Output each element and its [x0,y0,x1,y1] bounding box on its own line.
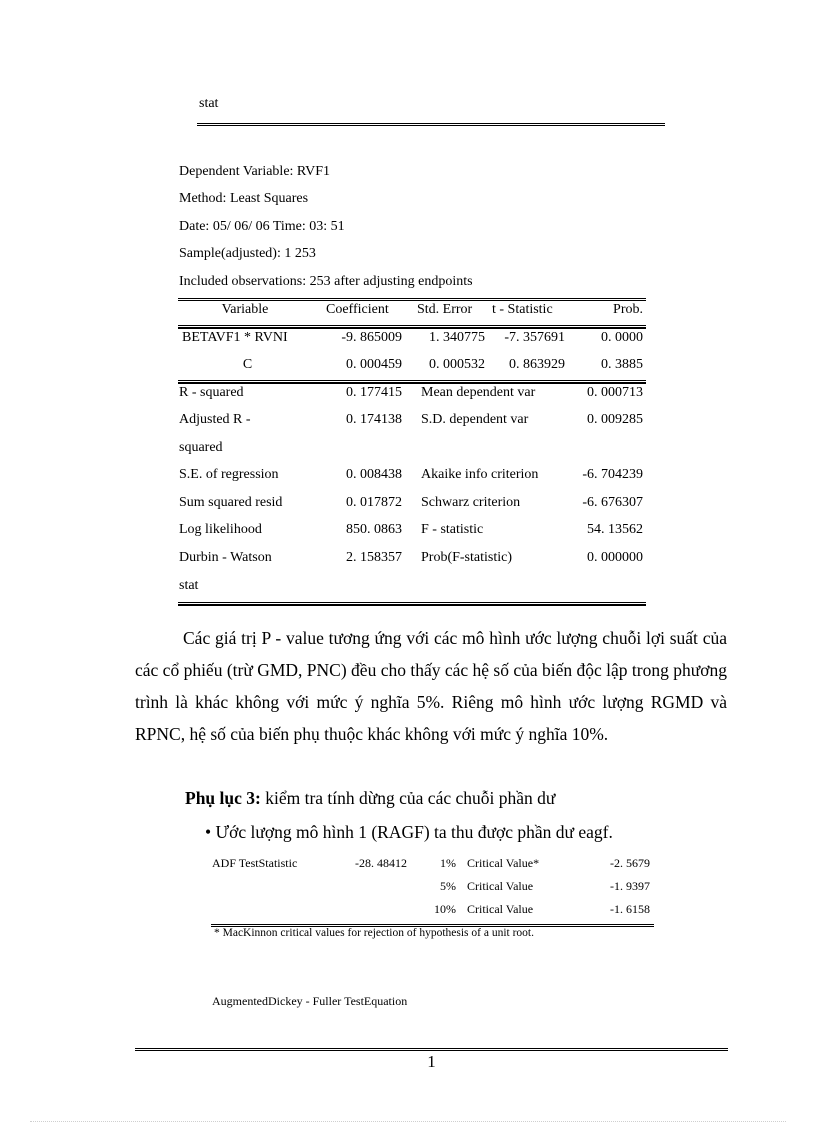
stat-value: 850. 0863 [346,522,402,537]
stat-label-2: Mean dependent var [421,385,536,400]
coef-value: 0. 000459 [346,357,402,372]
col-header-coefficient: Coefficient [326,302,389,317]
stat-label-2: Akaike info criterion [421,467,539,482]
regression-stats-rule [178,380,646,384]
equation-title: AugmentedDickey - Fuller TestEquation [212,994,408,1008]
stat-value: 0. 017872 [346,495,402,510]
stat-label: Log likelihood [179,522,262,537]
appendix-text: kiểm tra tính dừng của các chuỗi phần dư [260,788,556,808]
stat-value-2: 0. 000000 [587,550,643,565]
stat-label-2: F - statistic [421,522,484,537]
critical-pct: 1% [440,856,456,870]
regression-header-rule [178,325,646,329]
adf-value: -28. 48412 [355,856,407,870]
adf-footnote: * MacKinnon critical values for rejection of hypothesis of a unit root. [214,927,534,939]
coef-std-error: 0. 000532 [429,357,485,372]
page-number: 1 [427,1052,436,1071]
method-line: Method: Least Squares [179,191,309,206]
stat-label: R - squared [179,385,244,400]
critical-pct: 10% [434,902,456,916]
stat-value-2: -6. 704239 [582,467,643,482]
coef-std-error: 1. 340775 [429,330,485,345]
body-paragraph: Các giá trị P - value tương ứng với các mô hình ước lượng chuỗi lợi suất của các cổ phiếu (trừ GMD, PNC) đều cho thấy các hệ số của biến độc lập trong phương trình là khác không với mức ý nghĩa 5%. Riêng mô hình ước lượng RGMD và RPNC, hệ số của biến phụ thuộc khác không với mức ý nghĩa 10%. [135,628,727,744]
col-header-std-error: Std. Error [417,302,473,317]
stat-value-2: 0. 009285 [587,412,643,427]
stat-value-2: 54. 13562 [587,522,643,537]
appendix-label: Phụ lục 3: [185,788,261,808]
stat-label-2: S.D. dependent var [421,412,529,427]
stat-label-continued: stat [179,578,199,593]
observations-line: Included observations: 253 after adjusting endpoints [179,274,473,289]
appendix-heading [185,788,555,809]
top-table-rule [197,123,665,126]
bullet-item [205,822,613,843]
coef-prob: 0. 3885 [601,357,643,372]
critical-value: -1. 6158 [610,902,650,916]
coef-t-statistic: 0. 863929 [509,357,565,372]
adf-label: ADF TestStatistic [212,856,298,870]
stat-label: Sum squared resid [179,495,283,510]
footer-rule [135,1048,728,1051]
critical-name: Critical Value [467,902,534,916]
coef-value: -9. 865009 [341,330,402,345]
continued-stat-label: stat [199,96,219,111]
critical-value: -2. 5679 [610,856,650,870]
stat-label-2: Prob(F-statistic) [421,550,512,565]
sample-line: Sample(adjusted): 1 253 [179,246,316,261]
bullet-icon: • [205,822,212,842]
stat-label: Durbin - Watson [179,550,272,565]
critical-value: -1. 9397 [610,879,650,893]
stat-label: Adjusted R - [179,412,251,427]
col-header-prob: Prob. [613,302,643,317]
stat-value: 2. 158357 [346,550,402,565]
stat-value: 0. 008438 [346,467,402,482]
col-header-t-statistic: t - Statistic [492,302,553,317]
page-edge-divider [30,1121,786,1122]
bullet-text: Ước lượng mô hình 1 (RAGF) ta thu được phần dư eagf. [215,822,613,842]
col-header-variable: Variable [221,302,269,317]
coef-prob: 0. 0000 [601,330,643,345]
regression-table-bottom-rule [178,602,646,606]
stat-value: 0. 177415 [346,385,402,400]
regression-table-top-rule [178,298,646,301]
stat-value-2: 0. 000713 [587,385,643,400]
stat-value-2: -6. 676307 [582,495,643,510]
coef-t-statistic: -7. 357691 [504,330,565,345]
critical-pct: 5% [440,879,456,893]
critical-name: Critical Value [467,879,534,893]
stat-value: 0. 174138 [346,412,402,427]
stat-label: S.E. of regression [179,467,279,482]
critical-name: Critical Value* [467,856,540,870]
stat-label-continued: squared [179,440,223,455]
coef-variable: C [242,357,253,372]
stat-label-2: Schwarz criterion [421,495,521,510]
date-line: Date: 05/ 06/ 06 Time: 03: 51 [179,219,345,234]
dependent-variable-line: Dependent Variable: RVF1 [179,164,331,179]
coef-variable: BETAVF1 * RVNI [182,330,288,345]
